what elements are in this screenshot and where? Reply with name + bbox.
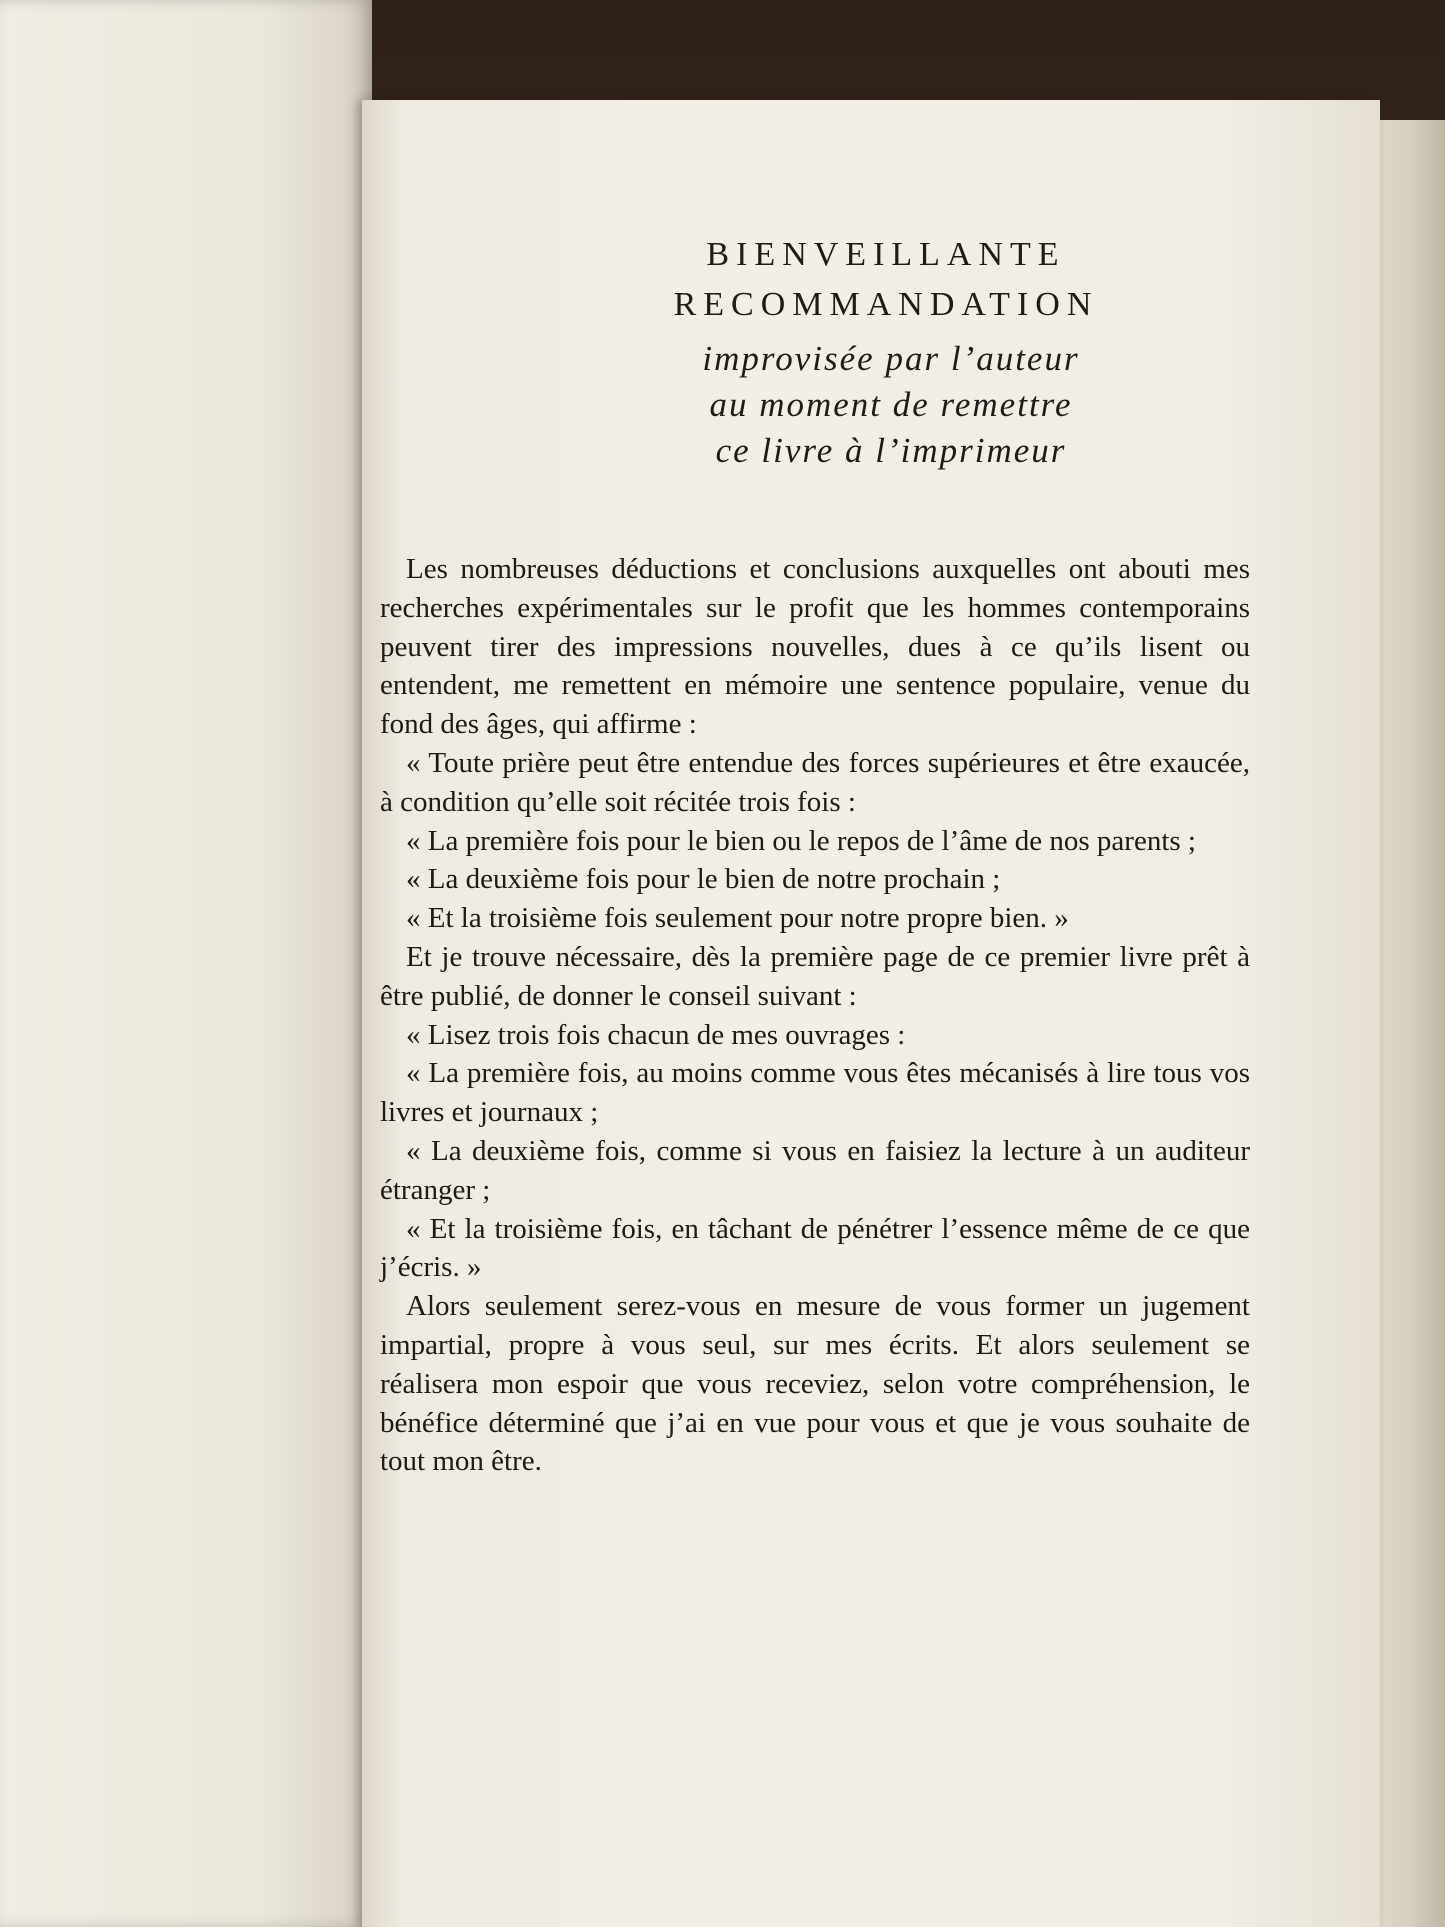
paragraph: Et je trouve nécessaire, dès la première page de ce premier livre prêt à être publié, de donner le conseil suivant : [380,940,1250,1012]
subtitle-line-2: au moment de remettre [709,385,1073,424]
subtitle-line-3: ce livre à l’imprimeur [715,431,1067,470]
body-text [380,550,1250,1481]
paragraph: « Toute prière peut être entendue des forces supérieures et être exaucée, à condition qu’elle soit récitée trois fois : [380,746,1250,818]
subtitle-line-1: improvisée par l’auteur [702,339,1080,378]
left-page [0,0,372,1927]
paragraph: « La deuxième fois pour le bien de notre prochain ; [406,863,1001,896]
paragraph: « Lisez trois fois chacun de mes ouvrages : [406,1018,906,1051]
heading-line-1: BIENVEILLANTE [706,236,1066,273]
right-page [362,100,1380,1927]
chapter-heading [362,230,1380,474]
paragraph: « La première fois pour le bien ou le repos de l’âme de nos parents ; [406,824,1196,857]
paragraph: « La première fois, au moins comme vous êtes mécanisés à lire tous vos livres et journaux ; [380,1057,1250,1129]
paragraph: Les nombreuses déductions et conclusions auxquelles ont abouti mes recherches expérimentales sur le profit que les hommes contemporains peuvent tirer des impressions nouvelles, dues à ce qu’ils lisent ou entendent, me remettent en mémoire une sentence populaire, venue du fond des âges, qui affirme : [380,553,1250,741]
paragraph: Alors seulement serez-vous en mesure de vous former un jugement impartial, propre à vous seul, sur mes écrits. Et alors seulement se réalisera mon espoir que vous receviez, selon votre compréhension, le bénéfice déterminé que j’ai en vue pour vous et que je vous souhaite de tout mon être. [380,1290,1250,1478]
heading-line-2: RECOMMANDATION [673,286,1099,323]
paragraph: « Et la troisième fois, en tâchant de pénétrer l’essence même de ce que j’écris. » [380,1212,1250,1284]
paragraph: « La deuxième fois, comme si vous en faisiez la lecture à un auditeur étranger ; [380,1134,1250,1206]
paragraph: « Et la troisième fois seulement pour notre propre bien. » [406,902,1069,935]
